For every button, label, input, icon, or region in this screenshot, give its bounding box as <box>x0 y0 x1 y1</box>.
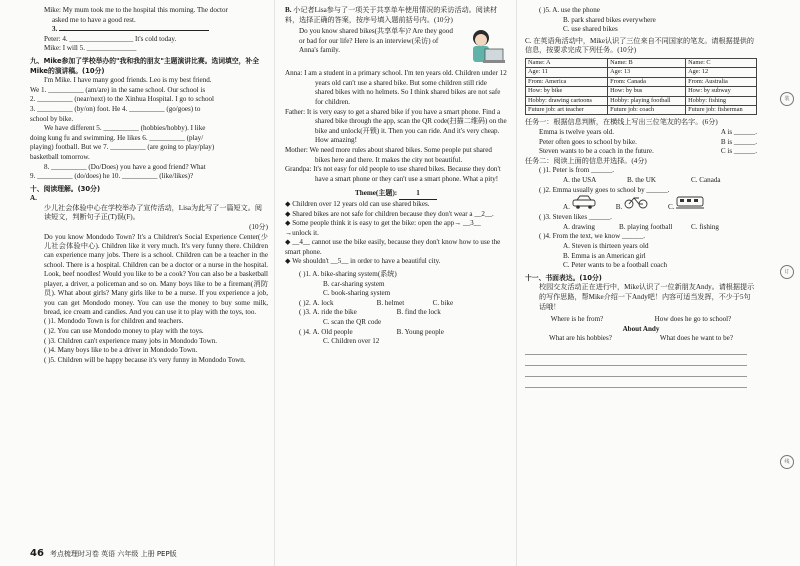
speech-line[interactable]: playing) football. But we 7. __________ (are going to play/play) <box>30 143 215 152</box>
writing-prompt: What does he want to be? <box>659 334 733 343</box>
mc-answer-box[interactable]: ( )3. <box>539 213 551 222</box>
mc-option[interactable]: B. the UK <box>627 175 656 184</box>
tf-answer-box[interactable]: ( )5. <box>44 355 56 364</box>
cell: Hobby: playing football <box>608 96 686 105</box>
task-1-statement: Steven wants to be a coach in the future. <box>539 147 654 156</box>
cell: Name: B <box>608 58 686 67</box>
mc-option[interactable]: B. Young people <box>396 327 444 336</box>
mc-option[interactable]: C. fishing <box>691 222 719 231</box>
mc-option[interactable]: C. bike <box>432 298 454 307</box>
mc-option[interactable]: B. car-sharing system <box>323 279 385 288</box>
mc-option[interactable]: C. <box>668 195 704 213</box>
section-9-title: 九、Mike参加了学校举办的"我和我的朋友"主题演讲比赛。选词填空，补全Mike的演讲稿。(10分) <box>30 56 260 75</box>
column-divider <box>274 0 275 566</box>
subway-train-icon <box>676 195 704 209</box>
writing-prompt: Where is he from? <box>550 315 604 324</box>
writing-prompt: What are his hobbies? <box>549 334 612 343</box>
task-1-blank[interactable]: B is ______. <box>720 137 757 146</box>
mc-option[interactable]: B. park shared bikes everywhere <box>563 15 656 24</box>
mc-option[interactable]: A. bike-sharing system(系统) <box>312 270 397 279</box>
mc-option[interactable]: A. <box>563 195 596 213</box>
speaker-grandpa: Grandpa: <box>285 165 312 174</box>
dialog-text: I am a student in a primary school. I'm ten years old. Children under 12 years old can't use a shared bike. But some children still ride shared bikes with no helmets. So I think shared bikes are not safe for children. <box>304 69 507 106</box>
mc-option[interactable]: A. drawing <box>563 222 595 231</box>
penfriend-table <box>525 58 757 115</box>
interview-dialog <box>285 69 507 184</box>
tf-answer-box[interactable]: ( )3. <box>44 336 56 345</box>
section-10-title: 十、阅读理解。(30分) <box>30 184 101 193</box>
cell: Age: 13 <box>608 68 686 77</box>
tf-answer-box[interactable]: ( )4. <box>44 346 56 355</box>
dialog-text: It is very easy to get a shared bike if you have a smart phone. Find a shared bike through the app, scan the QR code(扫描二维码) on the bike and unlock(开锁) it. Then you can ride. And it's very cheap. How amazing! <box>306 107 507 145</box>
part-c-intro: C. 在英语角活动中，Mike认识了三位来自不同国家的笔友。请根据提供的信息，按要求完成下列任务。(10分) <box>525 36 754 55</box>
speech-line[interactable]: 9. __________ (do/does) he 10. __________ (like/likes)? <box>30 172 194 181</box>
speech-line[interactable]: We 1. __________ (am/are) in the same school. Our school is <box>30 85 206 94</box>
mc-option[interactable]: C. Peter wants to be a football coach <box>563 261 668 270</box>
mc-option[interactable]: A. lock <box>312 298 334 307</box>
speaker-father: Father: <box>285 107 306 116</box>
mc-option[interactable]: C. scan the QR code <box>323 318 382 327</box>
mc-option[interactable]: B. find the lock <box>396 308 441 317</box>
cell: How: by bus <box>608 87 686 96</box>
footer-text: 考点梳理时习卷 英语 六年级 上册 PEP版 <box>49 550 177 558</box>
mc-option[interactable]: C. Canada <box>691 175 721 184</box>
mc-option[interactable]: B. <box>616 195 648 213</box>
cell: Name: A <box>526 58 608 67</box>
summary-bullet[interactable]: Shared bikes are not safe for children because they don't wear a __2__. <box>292 209 494 218</box>
mc-answer-box[interactable]: ( )2. <box>539 185 551 194</box>
mc-question: Emma usually goes to school by ______. <box>552 185 670 194</box>
cell: Future job: fisherman <box>686 106 757 115</box>
mc-answer-box[interactable]: ( )1. <box>299 270 311 279</box>
tf-statement: Many boys like to be a driver in Mondodo Town. <box>57 346 198 355</box>
cell: Hobby: fishing <box>686 96 757 105</box>
blank-3 <box>59 30 209 31</box>
tf-statement: You can use Mondodo money to play with the toys. <box>57 326 204 335</box>
part-b-label: B. <box>285 6 292 14</box>
mc-list <box>285 270 507 347</box>
speaker-anna: Anna: <box>285 69 303 78</box>
dialog-line: asked me to have a good rest. <box>52 15 136 24</box>
page-footer <box>30 548 177 559</box>
writing-instructions: 校园交友活动正在进行中，Mike认识了一位新朋友Andy。请根据提示的写作思路，帮Mike介绍一下Andy吧！内容可适当发挥，不少于5句话哦！ <box>539 283 755 311</box>
speech-line: basketball tomorrow. <box>30 152 90 161</box>
tf-statement: Mondodo Town is for children and teachers. <box>57 317 184 326</box>
cell: Hobby: drawing cartoons <box>526 96 608 105</box>
section-11-title: 十一、书面表达。(10分) <box>525 273 602 282</box>
mc-option[interactable]: A. use the phone <box>552 6 600 14</box>
writing-line[interactable] <box>525 355 747 366</box>
cell: How: by bike <box>526 87 608 96</box>
cell: Future job: coach <box>608 106 686 115</box>
cell: How: by subway <box>686 87 757 96</box>
tf-statement: Children will be happy because it's very funny in Mondodo Town. <box>57 355 246 364</box>
task-1-blank[interactable]: A is ______. <box>720 128 757 136</box>
car-icon <box>572 195 596 209</box>
cell: Age: 11 <box>526 68 608 77</box>
mc-option[interactable]: C. use shared bikes <box>563 25 618 34</box>
column-middle <box>285 6 507 347</box>
dialog-line: Mike: My mum took me to the hospital this morning. The doctor <box>44 6 228 14</box>
task-1-statement: Emma is twelve years old. <box>539 128 615 136</box>
cell: Age: 12 <box>686 68 757 77</box>
mc-option[interactable]: A. Steven is thirteen years old <box>563 241 649 250</box>
cell: Name: C <box>686 58 757 67</box>
mc-answer-box[interactable]: ( )4. <box>539 232 551 241</box>
mc-answer-box[interactable]: ( )3. <box>299 308 311 317</box>
mc-answer-box[interactable]: ( )1. <box>539 166 551 175</box>
tf-answer-box[interactable]: ( )1. <box>44 317 56 326</box>
tf-list <box>30 317 268 365</box>
mc-answer-box[interactable]: ( )4. <box>299 327 311 336</box>
mc-option[interactable]: A. the USA <box>563 175 597 184</box>
mc-question: Steven likes ______. <box>552 213 612 222</box>
summary-bullet[interactable]: Some people think it is easy to get the bike: open the app→ __3__ →unlock it. <box>285 219 481 237</box>
part-b-intro: 小记者Lisa参与了一项关于共享单车使用情况的采访活动。阅读材料，选择正确的答案，按序号填入题前括号内。(10分) <box>285 6 498 24</box>
mc-option[interactable]: B. helmet <box>376 298 405 307</box>
dialog-text: We need more rules about shared bikes. Some people put shared bikes here and there. It makes the city not beautiful. <box>309 145 492 164</box>
writing-center-title: About Andy <box>622 324 660 333</box>
cell: From: Australia <box>686 77 757 86</box>
binding-mark: 线 <box>780 455 794 469</box>
mc-option[interactable]: A. Old people <box>312 327 353 336</box>
part-a-score: (10分) <box>249 223 268 232</box>
summary-bullet[interactable]: __4__ cannot use the bike easily, because they don't know how to use the smart phone. <box>285 238 501 256</box>
girl-with-laptop-illustration <box>463 27 507 67</box>
task-2-title: 任务二：阅读上面的信息并选择。(4分) <box>525 156 647 165</box>
column-left <box>30 6 268 365</box>
dialog-blank-line[interactable]: 3. <box>30 25 268 35</box>
passage-text: Do you know Mondodo Town? It's a Children's Social Experience Center(少儿社会体验中心). Children like it very much. It's very funny there. Children can experience many jobs. There is a school. Children can be a teacher in the school. There is a hospital. Children can be a doctor or a nurse in the hospital. Look, beef noodles! Would you like to be a cook? You can also be a basketball player, a driver, a policeman and so on. Many boys like to be a fireman(消防员). What about girls? Many girls like to be a nurse. If you experience a job, you can get Mondodo money. You can use the money to buy some milk, bread, ice cream and candies. And you can use it to play with the toys, too. <box>44 232 268 316</box>
speech-line: school by bike. <box>30 114 74 123</box>
task-1-title: 任务一：根据信息判断，在横线上写出三位笔友的名字。(6分) <box>525 118 718 127</box>
column-right <box>525 6 757 388</box>
mc-option[interactable]: C. book-sharing system <box>323 289 391 298</box>
mc-option[interactable]: C. Children over 12 <box>323 337 380 346</box>
dialog-line[interactable]: Mike: I will 5. ______________ <box>44 44 137 53</box>
cell: From: Canada <box>608 77 686 86</box>
mc-question: From the text, we know ______. <box>552 232 646 241</box>
mc-answer-box[interactable]: ( )5. <box>539 6 551 14</box>
task-1-statement: Peter often goes to school by bike. <box>539 137 637 146</box>
binding-mark: 订 <box>780 265 794 279</box>
binding-mark: 装 <box>780 92 794 106</box>
writing-line[interactable] <box>525 344 747 355</box>
interview-intro: Do you know shared bikes(共享单车)? Are they good or bad for our life? Here is an interview(采访) of Anna's family. <box>299 27 453 55</box>
dialog-line[interactable]: Peter: 4. __________________ It's cold today. <box>44 34 177 43</box>
column-divider <box>516 0 517 566</box>
part-a-intro: 少儿社会体验中心在学校举办了宣传活动，Lisa为此写了一篇短文。阅读短文，判断句子正(T)误(F)。 <box>44 203 262 222</box>
writing-prompt: How does he go to school? <box>654 315 732 324</box>
summary-bullet[interactable]: We shouldn't __5__ in order to have a beautiful city. <box>292 257 441 266</box>
cell: Future job: art teacher <box>526 106 608 115</box>
summary-bullet: Children over 12 years old can use shared bikes. <box>292 199 430 208</box>
writing-line[interactable] <box>525 377 747 388</box>
mc-option[interactable]: A. ride the bike <box>312 308 357 317</box>
mc-option[interactable]: B. Emma is an American girl <box>563 251 646 260</box>
speech-line[interactable]: 8. __________ (Do/Does) you have a good friend? What <box>44 162 206 171</box>
theme-blank[interactable]: 1 <box>399 189 437 200</box>
task-1-blank[interactable]: C is ______. <box>720 147 757 156</box>
summary-bullets: ◆ Children over 12 years old can use shared bikes. ◆ Shared bikes are not safe for children because they don't wear a __2__. ◆ Some people think it is easy to get the bike: open the app→ __3__ →unlock it. ◆ __4__ cannot use the bike easily, because they don't know how to use the smart phone. ◆ We shouldn't __5__ in order to have a beautiful city. <box>285 199 501 266</box>
cell: From: America <box>526 77 608 86</box>
speech-line[interactable]: We have different 5. __________ (hobbies/hobby). I like <box>44 124 206 133</box>
dialog-text: It's not easy for old people to use shared bikes. Because they don't have a smart phone or they can't use a smart phone. What a pity! <box>313 165 501 183</box>
writing-line[interactable] <box>525 366 747 377</box>
page-number: 46 <box>30 548 44 559</box>
speech-line: I'm Mike. I have many good friends. Leo is my best friend. <box>44 76 212 85</box>
mc-option[interactable]: B. playing football <box>619 222 673 231</box>
tf-answer-box[interactable]: ( )2. <box>44 326 56 335</box>
mc-answer-box[interactable]: ( )2. <box>299 298 311 307</box>
speech-line[interactable]: 2. __________ (near/next) to the Xinhua Hospital. I go to school <box>30 95 215 104</box>
part-a-label: A. <box>30 194 37 203</box>
speech-line[interactable]: doing kung fu and swimming. He likes 6. __________ (play/ <box>30 133 204 142</box>
mc-question: Peter is from ______. <box>552 166 615 175</box>
speech-line[interactable]: 3. __________ (by/on) foot. He 4. __________ (go/goes) to <box>30 104 201 113</box>
theme-line: Theme(主题): 1 <box>285 189 507 200</box>
speaker-mother: Mother: <box>285 145 308 154</box>
tf-statement: Children can't experience many jobs in Mondodo Town. <box>57 336 218 345</box>
bike-icon <box>624 195 648 209</box>
